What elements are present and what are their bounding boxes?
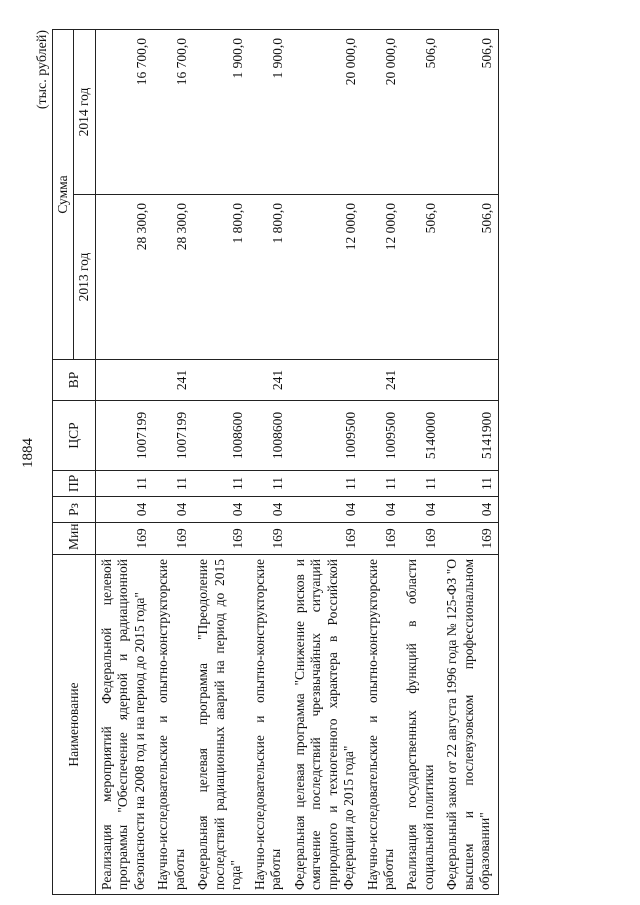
table-row	[362, 29, 402, 894]
cell-2014: 20 000,0	[362, 29, 402, 194]
cell-csr: 5141900	[441, 401, 498, 471]
cell-vr: 241	[152, 360, 192, 401]
cell-csr: 1008600	[192, 401, 248, 471]
cell-2014: 16 700,0	[95, 29, 152, 194]
cell-csr: 5140000	[401, 401, 441, 471]
cell-rz: 04	[441, 497, 498, 523]
cell-name: Научно-исследовательские и опытно-конструкторские работы	[362, 555, 402, 895]
table-row	[192, 29, 248, 894]
cell-min: 169	[441, 523, 498, 555]
cell-name: Научно-исследовательские и опытно-конструкторские работы	[152, 555, 192, 895]
budget-table	[52, 29, 499, 895]
cell-2013: 28 300,0	[95, 195, 152, 360]
header-2013: 2013 год	[74, 195, 95, 360]
cell-2014: 1 900,0	[249, 29, 289, 194]
cell-pr: 11	[192, 471, 248, 497]
cell-2013: 1 800,0	[249, 195, 289, 360]
cell-csr: 1009500	[289, 401, 362, 471]
cell-pr: 11	[401, 471, 441, 497]
header-2014: 2014 год	[74, 29, 95, 194]
header-vr: ВР	[53, 360, 96, 401]
cell-2014: 506,0	[441, 29, 498, 194]
cell-2013: 12 000,0	[362, 195, 402, 360]
cell-name: Федеральная целевая программа "Снижение рисков и смягчение последствий чрезвычайных ситуаций природного и техногенного характера в Российской Федерации до 2015 года"	[289, 555, 362, 895]
cell-name: Научно-исследовательские и опытно-конструкторские работы	[249, 555, 289, 895]
cell-2013: 12 000,0	[289, 195, 362, 360]
cell-pr: 11	[441, 471, 498, 497]
cell-csr: 1008600	[249, 401, 289, 471]
cell-rz: 04	[152, 497, 192, 523]
page-number: 1884	[20, 438, 36, 468]
cell-min: 169	[249, 523, 289, 555]
cell-vr	[192, 360, 248, 401]
cell-rz: 04	[289, 497, 362, 523]
cell-rz: 04	[192, 497, 248, 523]
cell-min: 169	[95, 523, 152, 555]
table-row	[289, 29, 362, 894]
header-pr: ПР	[53, 471, 96, 497]
cell-min: 169	[289, 523, 362, 555]
table-row	[249, 29, 289, 894]
table-row	[152, 29, 192, 894]
cell-csr: 1007199	[152, 401, 192, 471]
cell-2013: 1 800,0	[192, 195, 248, 360]
cell-pr: 11	[152, 471, 192, 497]
cell-rz: 04	[362, 497, 402, 523]
cell-vr: 241	[362, 360, 402, 401]
cell-csr: 1009500	[362, 401, 402, 471]
cell-vr	[95, 360, 152, 401]
header-rz: Рз	[53, 497, 96, 523]
cell-min: 169	[192, 523, 248, 555]
cell-min: 169	[401, 523, 441, 555]
cell-2014: 1 900,0	[192, 29, 248, 194]
cell-pr: 11	[249, 471, 289, 497]
cell-csr: 1007199	[95, 401, 152, 471]
table-header	[53, 29, 96, 894]
cell-min: 169	[362, 523, 402, 555]
header-csr: ЦСР	[53, 401, 96, 471]
cell-pr: 11	[362, 471, 402, 497]
cell-name: Реализация мероприятий Федеральной целевой программы "Обеспечение ядерной и радиационной безопасности на 2008 год и на период до 2015 года"	[95, 555, 152, 895]
cell-name: Федеральная целевая программа "Преодоление последствий радиационных аварий на период до 2015 года"	[192, 555, 248, 895]
header-sum: Сумма	[53, 29, 74, 359]
cell-rz: 04	[401, 497, 441, 523]
cell-vr	[401, 360, 441, 401]
table-row	[95, 29, 152, 894]
table-row	[401, 29, 441, 894]
cell-2013: 506,0	[401, 195, 441, 360]
units-label: (тыс. рублей)	[35, 30, 50, 110]
table-body	[95, 29, 498, 894]
cell-pr: 11	[95, 471, 152, 497]
cell-name: Реализация государственных функций в области социальной политики	[401, 555, 441, 895]
header-min: Мин	[53, 523, 96, 555]
header-name: Наименование	[53, 555, 96, 895]
cell-vr	[441, 360, 498, 401]
cell-name: Федеральный закон от 22 августа 1996 года № 125-ФЗ "О высшем и послевузовском профессиональном образовании"	[441, 555, 498, 895]
cell-vr	[289, 360, 362, 401]
cell-pr: 11	[289, 471, 362, 497]
cell-2014: 20 000,0	[289, 29, 362, 194]
cell-min: 169	[152, 523, 192, 555]
cell-2013: 28 300,0	[152, 195, 192, 360]
cell-2013: 506,0	[441, 195, 498, 360]
cell-2014: 16 700,0	[152, 29, 192, 194]
table-row	[441, 29, 498, 894]
cell-rz: 04	[249, 497, 289, 523]
cell-rz: 04	[95, 497, 152, 523]
cell-vr: 241	[249, 360, 289, 401]
cell-2014: 506,0	[401, 29, 441, 194]
